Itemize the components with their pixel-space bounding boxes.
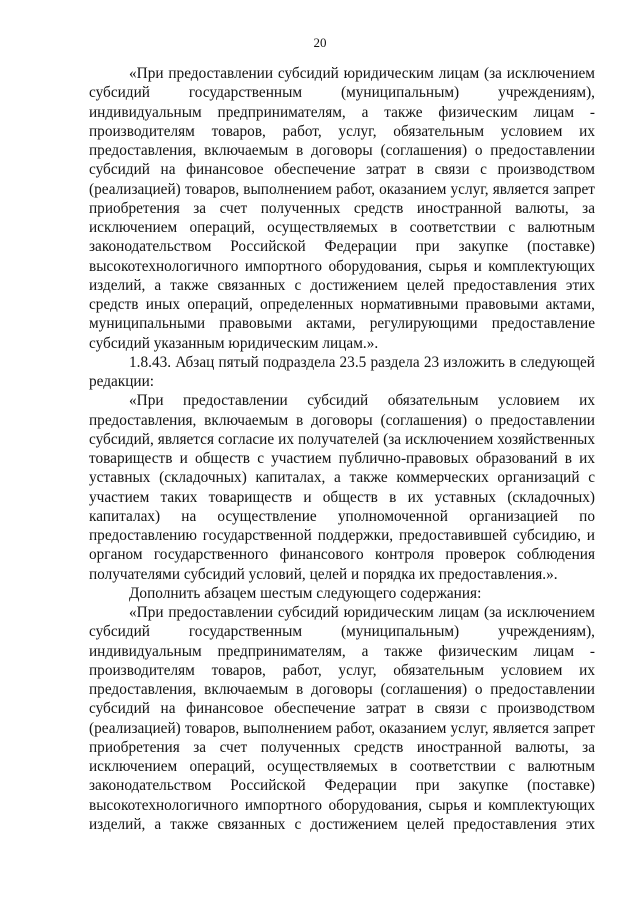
text-line: получателями субсидий условий, целей и порядка их предоставления.». <box>89 565 558 583</box>
text-line: производителям товаров, работ, услуг, обязательным условием их <box>89 122 595 140</box>
text-line: (реализацией) товаров, выполнением работ, оказанием услуг, является запрет <box>89 180 595 198</box>
text-line: муниципальными правовыми актами, регулирующими предоставление <box>89 315 595 333</box>
text-line: предоставления, включаемым в договоры (соглашения) о предоставлении <box>89 142 595 159</box>
text-line: предоставления, включаемым в договоры (соглашения) о предоставлении <box>89 681 595 698</box>
text-line: высокотехнологичного импортного оборудования, сырья и комплектующих <box>89 796 595 814</box>
text-line: средств иных операций, определенных нормативными правовыми актами, <box>89 296 595 313</box>
text-line: (реализацией) товаров, выполнением работ, оказанием услуг, является запрет <box>89 719 595 737</box>
text-line: «При предоставлении субсидий юридическим лицам (за исключением <box>129 604 595 621</box>
text-line: высокотехнологичного импортного оборудования, сырья и комплектующих <box>89 257 595 275</box>
text-line: субсидий указанным юридическим лицам.». <box>89 334 379 352</box>
text-line: изделий, а также связанных с достижением целей предоставления этих <box>89 276 595 294</box>
text-line: органом государственного финансового контроля проверок соблюдения <box>89 546 595 564</box>
text-line: «При предоставлении субсидий обязательным условием их <box>129 392 595 410</box>
page-number: 20 <box>313 35 327 50</box>
text-line: субсидий на финансовое обеспечение затрат в связи с производством <box>89 161 595 179</box>
text-line: 1.8.43. Абзац пятый подраздела 23.5 раздела 23 изложить в следующей <box>129 353 595 371</box>
text-line: редакции: <box>89 373 155 390</box>
text-line: товариществ и обществ с участием публично-правовых образований в их <box>89 450 595 467</box>
text-line: уставных (складочных) капиталах, а также коммерческих организаций с <box>89 469 595 487</box>
text-line: субсидий государственным (муниципальным) учреждениям), <box>89 623 595 641</box>
text-line: исключением операций, осуществляемых в соответствии с валютным <box>89 219 595 236</box>
document-body <box>89 64 595 834</box>
text-line: участием таких товариществ и обществ в их уставных (складочных) <box>89 488 595 506</box>
text-line: предоставлению государственной поддержки, предоставившей субсидию, и <box>89 527 595 544</box>
text-line: индивидуальным предпринимателям, а также физическим лицам - <box>89 103 595 121</box>
text-line: субсидий государственным (муниципальным) учреждениям), <box>89 84 595 102</box>
text-line: приобретения за счет полученных средств иностранной валюты, за <box>89 738 595 756</box>
text-line: изделий, а также связанных с достижением целей предоставления этих <box>89 815 595 833</box>
text-line: законодательством Российской Федерации при закупке (поставке) <box>89 777 595 795</box>
text-line: «При предоставлении субсидий юридическим лицам (за исключением <box>129 65 595 82</box>
text-line: Дополнить абзацем шестым следующего содержания: <box>129 584 482 602</box>
text-line: субсидий, является согласие их получателей (за исключением хозяйственных <box>89 430 595 448</box>
text-line: индивидуальным предпринимателям, а также физическим лицам - <box>89 642 595 660</box>
text-line: предоставления, включаемым в договоры (соглашения) о предоставлении <box>89 411 595 429</box>
text-line: капиталах) на осуществление уполномоченной организацией по <box>89 507 595 525</box>
text-line: приобретения за счет полученных средств иностранной валюты, за <box>89 199 595 217</box>
text-line: исключением операций, осуществляемых в соответствии с валютным <box>89 758 595 775</box>
text-line: законодательством Российской Федерации при закупке (поставке) <box>89 238 595 256</box>
text-line: производителям товаров, работ, услуг, обязательным условием их <box>89 661 595 679</box>
text-line: субсидий на финансовое обеспечение затрат в связи с производством <box>89 700 595 718</box>
